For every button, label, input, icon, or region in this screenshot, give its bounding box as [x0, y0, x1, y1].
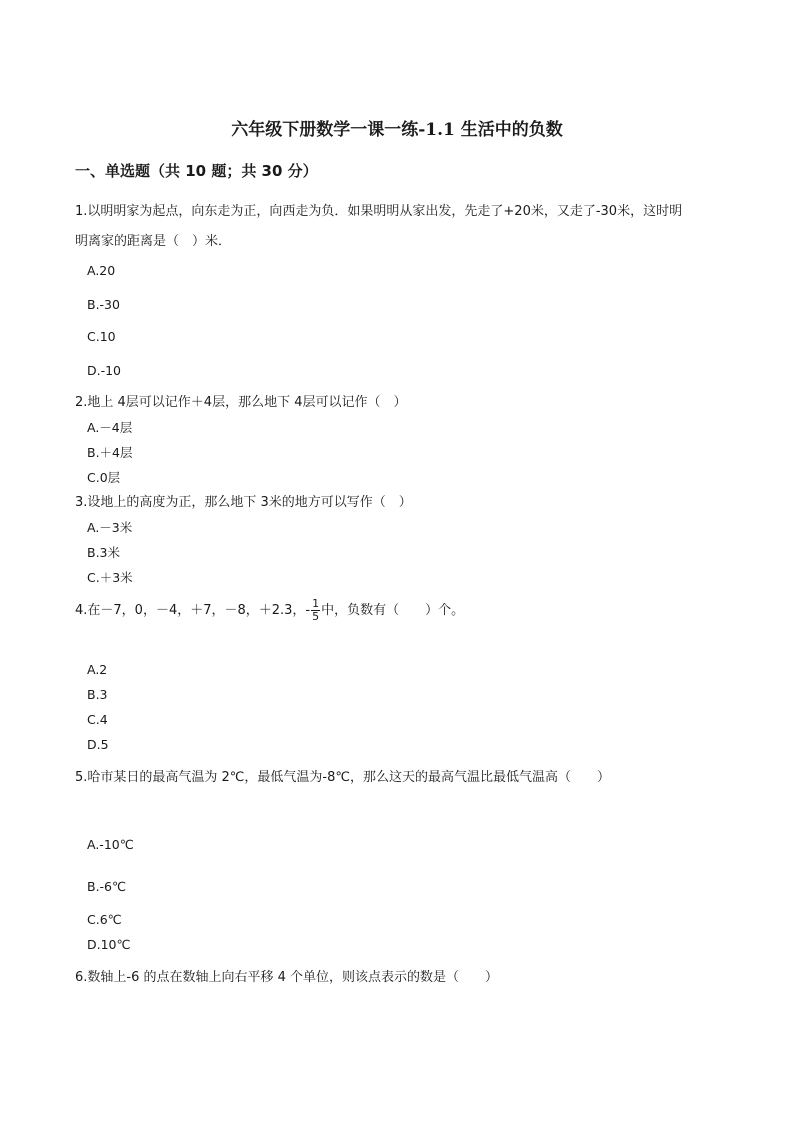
question-5: 5.哈市某日的最高气温为 2℃，最低气温为-8℃，那么这天的最高气温比最低气温高（ ） — [75, 770, 610, 785]
fraction-numerator: 1 — [312, 597, 320, 610]
fraction — [311, 598, 320, 623]
question-1-line-2: 明离家的距离是（ ）米． — [75, 234, 232, 249]
page-title: 六年级下册数学一课一练-1.1 生活中的负数 — [231, 120, 563, 140]
question-5-option-b: B.-6℃ — [87, 879, 127, 894]
question-2-option-c: C.0层 — [87, 470, 121, 485]
question-3: 3.设地上的高度为正，那么地下 3米的地方可以写作（ ） — [75, 495, 412, 510]
fraction-denominator: 5 — [312, 610, 320, 623]
question-4-option-b: B.3 — [87, 687, 108, 702]
question-4-option-a: A.2 — [87, 662, 108, 677]
question-4-text-before: 4.在－7，0，－4，＋7，－8，＋2.3，- — [75, 603, 311, 618]
question-3-option-a: A.－3米 — [87, 520, 133, 535]
question-1-option-c: C.10 — [87, 329, 116, 344]
question-1-option-d: D.-10 — [87, 363, 122, 378]
question-3-option-c: C.＋3米 — [87, 570, 133, 585]
question-4-option-d: D.5 — [87, 737, 109, 752]
question-2-option-b: B.＋4层 — [87, 445, 133, 460]
question-1-option-a: A.20 — [87, 263, 116, 278]
question-3-option-b: B.3米 — [87, 545, 121, 560]
question-2: 2.地上 4层可以记作＋4层，那么地下 4层可以记作（ ） — [75, 395, 407, 410]
section-heading: 一、单选题（共 10 题；共 30 分） — [75, 162, 318, 180]
question-4-text-after: 中，负数有（ ）个。 — [321, 603, 465, 618]
question-1-line-1: 1.以明明家为起点，向东走为正，向西走为负．如果明明从家出发，先走了+20米，又走了-30米，这时明 — [75, 204, 683, 219]
question-6: 6.数轴上-6 的点在数轴上向右平移 4 个单位，则该点表示的数是（ ） — [75, 970, 499, 985]
question-4-option-c: C.4 — [87, 712, 108, 727]
question-5-option-a: A.-10℃ — [87, 837, 134, 852]
question-5-option-c: C.6℃ — [87, 912, 122, 927]
question-2-option-a: A.－4层 — [87, 420, 133, 435]
question-4 — [75, 598, 464, 623]
question-5-option-d: D.10℃ — [87, 937, 131, 952]
question-1-option-b: B.-30 — [87, 297, 120, 312]
